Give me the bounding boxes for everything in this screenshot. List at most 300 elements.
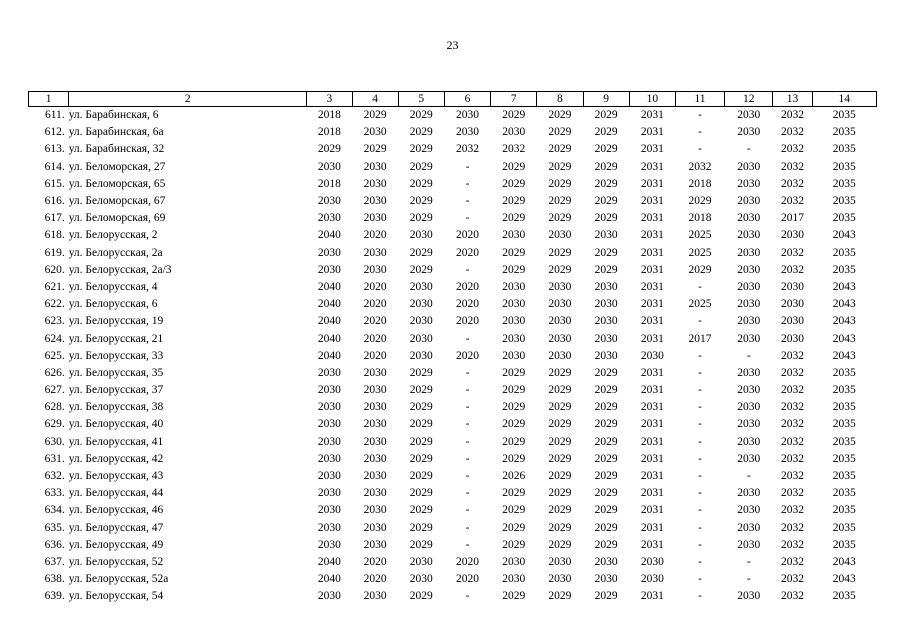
year-cell: 2031 <box>640 109 664 122</box>
table-row <box>29 176 877 193</box>
address-cell: ул. Белорусская, 42 <box>68 452 164 465</box>
year-cell: 2031 <box>640 590 664 603</box>
year-cell: 2031 <box>640 401 664 414</box>
year-cell: 2031 <box>640 384 664 397</box>
year-cell: 2031 <box>640 521 664 534</box>
year-cell: 2032 <box>780 349 804 362</box>
year-cell: 2020 <box>363 573 387 586</box>
row-number: 633. <box>44 487 65 500</box>
year-cell: - <box>698 521 702 534</box>
year-cell: - <box>465 590 470 603</box>
year-cell: - <box>465 504 470 517</box>
year-cell: 2040 <box>317 315 341 328</box>
table-row <box>29 520 877 537</box>
year-cell: 2029 <box>409 195 433 208</box>
column-header: 3 <box>307 92 352 107</box>
year-cell: - <box>698 349 702 362</box>
year-cell: 2029 <box>409 246 433 259</box>
year-cell: 2029 <box>548 435 572 448</box>
column-header: 1 <box>29 92 69 107</box>
year-cell: 2032 <box>780 366 804 379</box>
year-cell: 2032 <box>780 246 804 259</box>
year-cell: 2029 <box>688 263 712 276</box>
year-cell: 2029 <box>409 160 433 173</box>
row-number: 635. <box>44 521 65 534</box>
year-cell: 2030 <box>317 366 341 379</box>
year-cell: 2030 <box>737 298 761 311</box>
address-cell: ул. Барабинская, 6 <box>68 109 159 122</box>
year-cell: 2020 <box>456 280 479 293</box>
year-cell: 2030 <box>737 504 761 517</box>
address-cell: ул. Белорусская, 33 <box>68 349 164 362</box>
year-cell: 2029 <box>409 401 433 414</box>
year-cell: 2030 <box>317 212 341 225</box>
year-cell: 2030 <box>363 401 387 414</box>
year-cell: 2030 <box>363 384 387 397</box>
year-cell: 2030 <box>317 504 341 517</box>
year-cell: 2029 <box>502 366 526 379</box>
year-cell: 2026 <box>502 470 526 483</box>
year-cell: 2031 <box>640 263 664 276</box>
row-number: 634. <box>44 504 65 517</box>
table-row <box>29 279 877 296</box>
year-cell: 2035 <box>832 160 856 173</box>
year-cell: 2030 <box>363 366 387 379</box>
column-header: 6 <box>444 92 490 107</box>
year-cell: 2029 <box>594 366 618 379</box>
column-header: 8 <box>537 92 583 107</box>
year-cell: 2030 <box>363 177 387 190</box>
year-cell: 2030 <box>737 229 761 242</box>
year-cell: 2032 <box>780 435 804 448</box>
year-cell: 2029 <box>409 177 433 190</box>
year-cell: 2020 <box>456 229 479 242</box>
address-cell: ул. Белорусская, 49 <box>68 538 164 551</box>
year-cell: 2031 <box>640 538 664 551</box>
year-cell: 2029 <box>363 143 387 156</box>
address-cell: ул. Барабинская, 6а <box>68 126 164 139</box>
year-cell: 2030 <box>502 555 526 568</box>
year-cell: 2030 <box>317 470 341 483</box>
year-cell: 2030 <box>317 263 341 276</box>
column-header: 11 <box>675 92 724 107</box>
year-cell: 2029 <box>317 143 341 156</box>
row-number: 612. <box>44 126 65 139</box>
year-cell: 2029 <box>409 538 433 551</box>
year-cell: 2043 <box>832 298 856 311</box>
year-cell: 2029 <box>548 418 572 431</box>
year-cell: 2029 <box>409 384 433 397</box>
year-cell: 2035 <box>832 418 856 431</box>
address-cell: ул. Белорусская, 6 <box>68 298 158 311</box>
year-cell: 2035 <box>832 470 856 483</box>
year-cell: 2030 <box>737 109 761 122</box>
year-cell: 2018 <box>317 126 341 139</box>
year-cell: 2032 <box>688 160 712 173</box>
table-row <box>29 227 877 244</box>
year-cell: 2030 <box>780 298 804 311</box>
year-cell: 2030 <box>737 280 761 293</box>
year-cell: 2020 <box>363 229 387 242</box>
year-cell: 2030 <box>737 315 761 328</box>
year-cell: 2032 <box>780 109 804 122</box>
year-cell: 2029 <box>548 126 572 139</box>
year-cell: 2035 <box>832 521 856 534</box>
year-cell: 2032 <box>780 126 804 139</box>
year-cell: - <box>746 573 751 586</box>
year-cell: 2029 <box>594 504 618 517</box>
year-cell: - <box>698 126 702 139</box>
table-row <box>29 365 877 382</box>
year-cell: - <box>698 470 702 483</box>
year-cell: 2029 <box>548 212 572 225</box>
year-cell: 2040 <box>317 229 341 242</box>
row-number: 631. <box>44 452 65 465</box>
year-cell: 2029 <box>409 212 433 225</box>
year-cell: 2032 <box>780 263 804 276</box>
address-cell: ул. Белорусская, 54 <box>68 590 164 603</box>
year-cell: 2032 <box>456 143 479 156</box>
year-cell: 2035 <box>832 109 856 122</box>
table-row <box>29 330 877 347</box>
year-cell: 2030 <box>737 521 761 534</box>
year-cell: 2031 <box>640 332 664 345</box>
year-cell: 2032 <box>780 470 804 483</box>
year-cell: 2029 <box>594 401 618 414</box>
year-cell: 2030 <box>502 332 526 345</box>
year-cell: 2029 <box>594 109 618 122</box>
year-cell: - <box>465 470 470 483</box>
year-cell: 2030 <box>780 332 804 345</box>
year-cell: - <box>465 401 470 414</box>
year-cell: 2030 <box>363 263 387 276</box>
year-cell: 2029 <box>548 109 572 122</box>
year-cell: 2032 <box>780 418 804 431</box>
year-cell: 2032 <box>780 195 804 208</box>
year-cell: 2029 <box>594 263 618 276</box>
year-cell: 2030 <box>594 573 618 586</box>
row-number: 615. <box>44 177 65 190</box>
year-cell: 2030 <box>548 573 572 586</box>
row-number: 638. <box>44 573 65 586</box>
year-cell: 2030 <box>363 470 387 483</box>
table-body <box>29 107 877 606</box>
year-cell: 2030 <box>502 126 526 139</box>
year-cell: - <box>465 212 470 225</box>
year-cell: 2032 <box>780 504 804 517</box>
year-cell: 2031 <box>640 504 664 517</box>
address-cell: ул. Белорусская, 38 <box>68 401 164 414</box>
year-cell: - <box>465 332 470 345</box>
year-cell: 2017 <box>688 332 712 345</box>
year-cell: 2035 <box>832 246 856 259</box>
year-cell: 2029 <box>548 366 572 379</box>
table-row <box>29 434 877 451</box>
year-cell: - <box>698 435 702 448</box>
year-cell: - <box>698 487 702 500</box>
year-cell: 2035 <box>832 212 856 225</box>
year-cell: 2030 <box>317 487 341 500</box>
year-cell: 2030 <box>737 590 761 603</box>
year-cell: 2030 <box>780 315 804 328</box>
table-row <box>29 451 877 468</box>
year-cell: 2031 <box>640 177 664 190</box>
year-cell: 2030 <box>594 298 618 311</box>
address-cell: ул. Барабинская, 32 <box>68 143 165 156</box>
year-cell: 2018 <box>688 212 712 225</box>
page-number: 23 <box>446 38 459 52</box>
row-number: 619. <box>44 246 65 259</box>
address-cell: ул. Беломорская, 65 <box>68 177 166 190</box>
year-cell: 2030 <box>737 332 761 345</box>
table-row <box>29 141 877 158</box>
year-cell: 2040 <box>317 332 341 345</box>
year-cell: 2030 <box>737 487 761 500</box>
year-cell: 2030 <box>594 555 618 568</box>
year-cell: 2020 <box>363 280 387 293</box>
year-cell: 2029 <box>409 487 433 500</box>
year-cell: 2029 <box>548 470 572 483</box>
year-cell: - <box>698 315 702 328</box>
year-cell: 2029 <box>594 160 618 173</box>
year-cell: 2029 <box>502 246 526 259</box>
address-cell: ул. Белорусская, 4 <box>68 280 158 293</box>
year-cell: 2035 <box>832 504 856 517</box>
year-cell: 2035 <box>832 126 856 139</box>
year-cell: 2029 <box>409 418 433 431</box>
row-number: 618. <box>44 229 65 242</box>
year-cell: 2030 <box>737 418 761 431</box>
year-cell: 2029 <box>502 177 526 190</box>
table-row <box>29 262 877 279</box>
year-cell: 2031 <box>640 435 664 448</box>
year-cell: 2030 <box>363 452 387 465</box>
year-cell: 2029 <box>502 487 526 500</box>
year-cell: 2020 <box>363 349 387 362</box>
column-header: 12 <box>725 92 773 107</box>
year-cell: 2030 <box>737 212 761 225</box>
table-row <box>29 124 877 141</box>
year-cell: 2030 <box>594 315 618 328</box>
year-cell: 2030 <box>363 538 387 551</box>
year-cell: 2030 <box>502 229 526 242</box>
year-cell: 2030 <box>456 126 479 139</box>
year-cell: 2029 <box>409 435 433 448</box>
year-cell: 2030 <box>317 590 341 603</box>
table-row <box>29 588 877 605</box>
year-cell: 2029 <box>548 504 572 517</box>
table-row <box>29 107 877 125</box>
row-number: 621. <box>44 280 65 293</box>
year-cell: - <box>698 504 702 517</box>
year-cell: 2020 <box>456 315 479 328</box>
column-header: 2 <box>69 92 307 107</box>
column-header: 5 <box>398 92 444 107</box>
year-cell: 2025 <box>688 298 712 311</box>
year-cell: 2035 <box>832 538 856 551</box>
year-cell: - <box>465 521 470 534</box>
year-cell: 2032 <box>780 521 804 534</box>
year-cell: 2030 <box>363 160 387 173</box>
year-cell: 2032 <box>780 555 804 568</box>
row-number: 614. <box>44 160 65 173</box>
year-cell: 2029 <box>594 418 618 431</box>
year-cell: 2043 <box>832 280 856 293</box>
address-cell: ул. Белорусская, 44 <box>68 487 164 500</box>
year-cell: 2030 <box>409 555 433 568</box>
year-cell: 2029 <box>594 538 618 551</box>
year-cell: 2030 <box>780 280 804 293</box>
column-header: 7 <box>491 92 537 107</box>
year-cell: - <box>698 366 702 379</box>
year-cell: 2029 <box>409 504 433 517</box>
address-cell: ул. Белорусская, 2а <box>68 246 163 259</box>
address-cell: ул. Белорусская, 46 <box>68 504 164 517</box>
row-number: 613. <box>44 143 65 156</box>
year-cell: 2030 <box>317 521 341 534</box>
year-cell: 2029 <box>502 435 526 448</box>
year-cell: 2035 <box>832 590 856 603</box>
year-cell: 2030 <box>363 126 387 139</box>
year-cell: 2029 <box>502 263 526 276</box>
year-cell: 2030 <box>502 315 526 328</box>
year-cell: 2035 <box>832 366 856 379</box>
year-cell: 2029 <box>502 590 526 603</box>
row-number: 616. <box>44 195 65 208</box>
year-cell: 2029 <box>409 126 433 139</box>
year-cell: 2030 <box>456 109 479 122</box>
year-cell: 2029 <box>548 263 572 276</box>
row-number: 620. <box>44 263 65 276</box>
year-cell: 2032 <box>780 177 804 190</box>
address-cell: ул. Белорусская, 35 <box>68 366 164 379</box>
year-cell: 2030 <box>594 349 618 362</box>
table-row <box>29 554 877 571</box>
row-number: 623. <box>44 315 65 328</box>
year-cell: 2030 <box>409 349 433 362</box>
year-cell: 2025 <box>688 246 712 259</box>
year-cell: 2029 <box>502 452 526 465</box>
row-number: 627. <box>44 384 65 397</box>
year-cell: 2017 <box>780 212 804 225</box>
year-cell: 2029 <box>594 212 618 225</box>
year-cell: 2030 <box>317 401 341 414</box>
year-cell: 2030 <box>737 195 761 208</box>
table-row <box>29 348 877 365</box>
year-cell: 2030 <box>780 229 804 242</box>
year-cell: 2035 <box>832 195 856 208</box>
year-cell: 2031 <box>640 143 664 156</box>
year-cell: 2030 <box>594 280 618 293</box>
year-cell: - <box>746 349 751 362</box>
year-cell: 2031 <box>640 470 664 483</box>
year-cell: 2029 <box>594 487 618 500</box>
address-cell: ул. Белорусская, 37 <box>68 384 164 397</box>
year-cell: - <box>465 487 470 500</box>
year-cell: 2030 <box>737 435 761 448</box>
year-cell: 2020 <box>456 573 479 586</box>
year-cell: 2035 <box>832 384 856 397</box>
year-cell: - <box>698 418 702 431</box>
year-cell: 2029 <box>502 195 526 208</box>
year-cell: 2018 <box>317 109 341 122</box>
year-cell: 2029 <box>594 384 618 397</box>
year-cell: 2030 <box>737 246 761 259</box>
year-cell: 2030 <box>363 590 387 603</box>
year-cell: - <box>698 401 702 414</box>
year-cell: 2029 <box>502 384 526 397</box>
year-cell: 2030 <box>363 212 387 225</box>
year-cell: 2030 <box>594 229 618 242</box>
address-cell: ул. Белорусская, 47 <box>68 521 164 534</box>
table-header <box>29 92 877 107</box>
row-number: 625. <box>44 349 65 362</box>
year-cell: 2029 <box>688 195 712 208</box>
row-number: 611. <box>44 109 65 122</box>
year-cell: 2030 <box>737 538 761 551</box>
year-cell: 2040 <box>317 349 341 362</box>
year-cell: - <box>698 538 702 551</box>
table-row <box>29 485 877 502</box>
year-cell: - <box>698 109 702 122</box>
column-header: 14 <box>812 92 876 107</box>
year-cell: 2030 <box>317 538 341 551</box>
year-cell: - <box>698 143 702 156</box>
year-cell: 2020 <box>456 298 479 311</box>
year-cell: 2030 <box>317 246 341 259</box>
year-cell: 2029 <box>594 195 618 208</box>
year-cell: - <box>465 177 470 190</box>
year-cell: - <box>465 263 470 276</box>
year-cell: 2029 <box>594 452 618 465</box>
year-cell: 2029 <box>594 126 618 139</box>
column-header: 4 <box>352 92 398 107</box>
table-row <box>29 571 877 588</box>
row-number: 632. <box>44 470 65 483</box>
year-cell: 2030 <box>317 160 341 173</box>
schedule-table <box>28 91 877 605</box>
year-cell: 2031 <box>640 126 664 139</box>
year-cell: 2029 <box>548 177 572 190</box>
year-cell: 2030 <box>640 573 664 586</box>
table-row <box>29 502 877 519</box>
year-cell: 2030 <box>317 418 341 431</box>
year-cell: 2035 <box>832 401 856 414</box>
year-cell: 2029 <box>502 504 526 517</box>
table-row <box>29 468 877 485</box>
year-cell: 2030 <box>548 332 572 345</box>
year-cell: 2029 <box>548 384 572 397</box>
year-cell: 2031 <box>640 366 664 379</box>
year-cell: 2040 <box>317 573 341 586</box>
year-cell: 2040 <box>317 280 341 293</box>
year-cell: 2029 <box>363 109 387 122</box>
year-cell: 2029 <box>409 590 433 603</box>
row-number: 639. <box>44 590 65 603</box>
year-cell: 2032 <box>780 590 804 603</box>
year-cell: 2030 <box>317 452 341 465</box>
year-cell: - <box>698 452 702 465</box>
year-cell: 2029 <box>548 452 572 465</box>
year-cell: 2032 <box>502 143 526 156</box>
year-cell: 2030 <box>363 195 387 208</box>
year-cell: 2030 <box>737 126 761 139</box>
column-header: 10 <box>629 92 675 107</box>
year-cell: - <box>465 366 470 379</box>
table-row <box>29 382 877 399</box>
year-cell: 2030 <box>409 280 433 293</box>
year-cell: 2030 <box>502 573 526 586</box>
